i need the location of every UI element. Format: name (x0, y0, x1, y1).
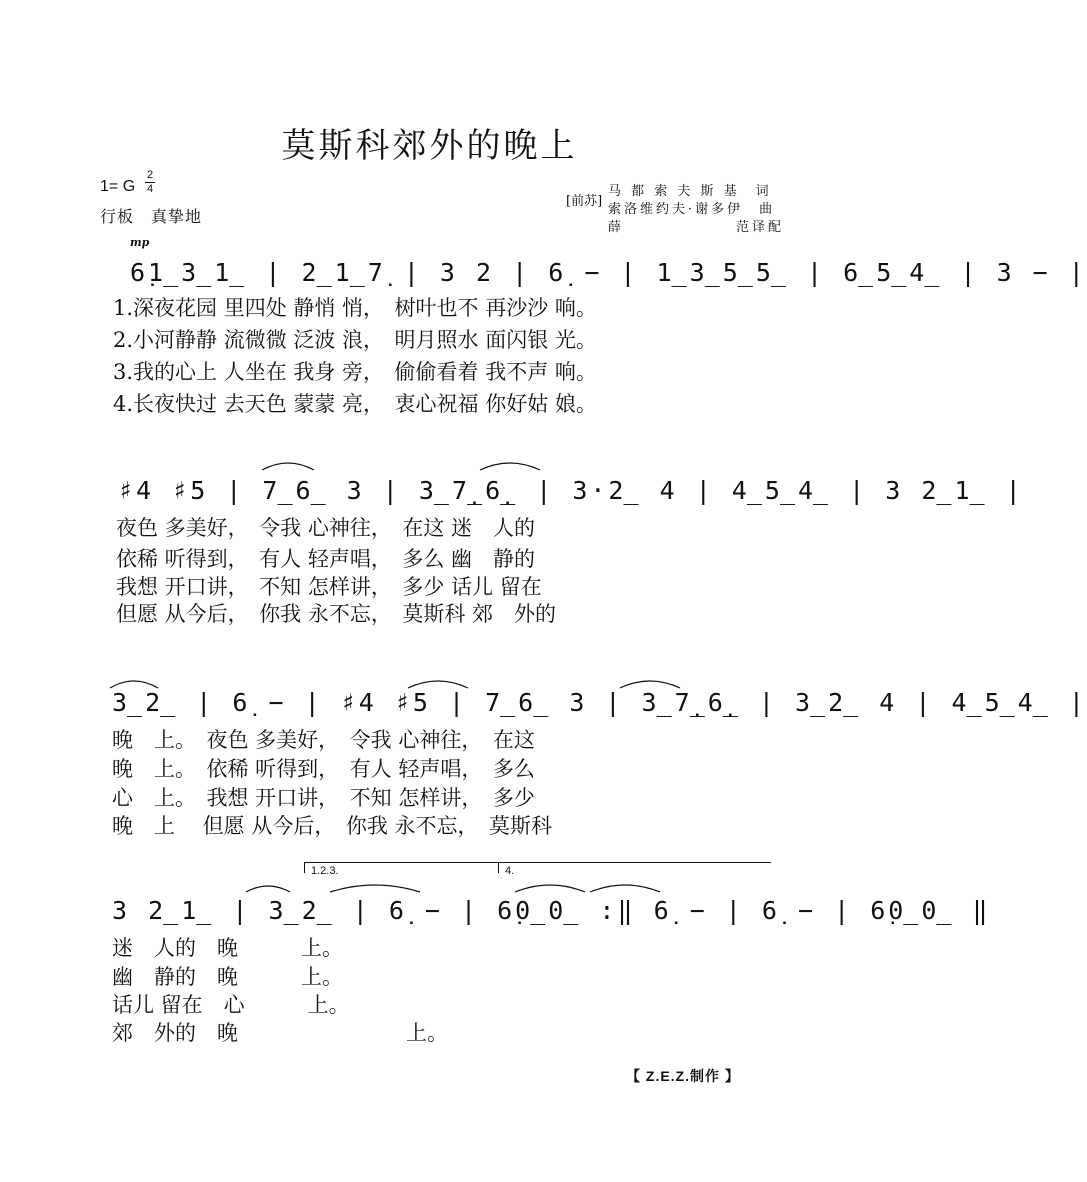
notation-line: 6̣1̲3̲1̲ | 2̲1̲7̣ | 3 2 | 6̣ − | 1̲3̲5̲5̲ | 6̲5̲4̲ | 3 − | (130, 258, 1087, 287)
notation-line: ♯4 ♯5 | 7̲6̲ 3 | 3̲7̣̲6̣̲ | 3·2̲ 4 | 4̲5̲4̲ | 3 2̲1̲ | (118, 476, 1024, 505)
lyric-verse-1: 1.深夜花园 里四处 静悄 悄， 树叶也不 再沙沙 响。 (113, 296, 597, 320)
notation-line: 3̲2̲ | 6̣ − | ♯4 ♯5 | 7̲6̲ 3 | 3̲7̣̲6̣̲ | 3̲2̲ 4 | 4̲5̲4̲ | (112, 688, 1087, 717)
lyric-verse-1: 迷 人的 晚 上。 (112, 936, 343, 960)
credit-translator: 薛 范译配 (608, 220, 785, 235)
lyric-verse-2: 幽 静的 晚 上。 (112, 965, 343, 989)
volta-first-ending: 1.2.3. (304, 862, 499, 873)
lyric-verse-4: 4.长夜快过 去天色 蒙蒙 亮， 衷心祝福 你好姑 娘。 (113, 392, 597, 416)
time-signature-top: 2 (146, 169, 154, 181)
lyric-verse-1: 夜色 多美好， 令我 心神往， 在这 迷 人的 (116, 516, 536, 540)
notation-line: 3 2̲1̲ | 3̲2̲ | 6̣ − | 6̣0̲0̲ :‖ 6̣ − | 6̣ − | 6̣0̲0̲ ‖ (112, 896, 991, 925)
lyric-verse-3: 心 上。 我想 开口讲， 不知 怎样讲， 多少 (112, 786, 535, 810)
key-signature: 1= G (100, 178, 136, 195)
lyric-verse-3: 话儿 留在 心 上。 (112, 993, 350, 1017)
lyric-verse-2: 晚 上。 依稀 听得到， 有人 轻声唱， 多么 (112, 757, 535, 781)
song-title: 莫斯科郊外的晚上 (281, 126, 578, 166)
origin-label: [前苏] (566, 194, 603, 209)
lyric-verse-4: 晚 上 但愿 从今后， 你我 永不忘， 莫斯科 (112, 814, 553, 838)
lyric-verse-1: 晚 上。 夜色 多美好， 令我 心神往， 在这 (112, 728, 535, 752)
lyric-verse-2: 2.小河静静 流微微 泛波 浪， 明月照水 面闪银 光。 (113, 328, 597, 352)
volta-second-ending: 4. (498, 862, 771, 873)
tempo-marking: 行板 真挚地 (100, 207, 203, 226)
credit-composer: 索洛维约夫·谢多伊 曲 (608, 202, 776, 217)
lyric-verse-3: 3.我的心上 人坐在 我身 旁， 偷偷看着 我不声 响。 (113, 360, 597, 384)
lyric-verse-2: 依稀 听得到， 有人 轻声唱， 多么 幽 静的 (116, 547, 536, 571)
dynamic-marking: mp (130, 236, 150, 249)
maker-credit: 【 Z.E.Z.制作 】 (626, 1068, 740, 1084)
time-signature-bottom: 4 (146, 183, 154, 195)
lyric-verse-3: 我想 开口讲， 不知 怎样讲， 多少 话儿 留在 (116, 575, 542, 599)
lyric-verse-4: 但愿 从今后， 你我 永不忘， 莫斯科 郊 外的 (116, 602, 557, 626)
lyric-verse-4: 郊 外的 晚 上。 (112, 1021, 448, 1045)
credit-lyricist: 马 都 索 夫 斯 基 词 (608, 184, 772, 199)
